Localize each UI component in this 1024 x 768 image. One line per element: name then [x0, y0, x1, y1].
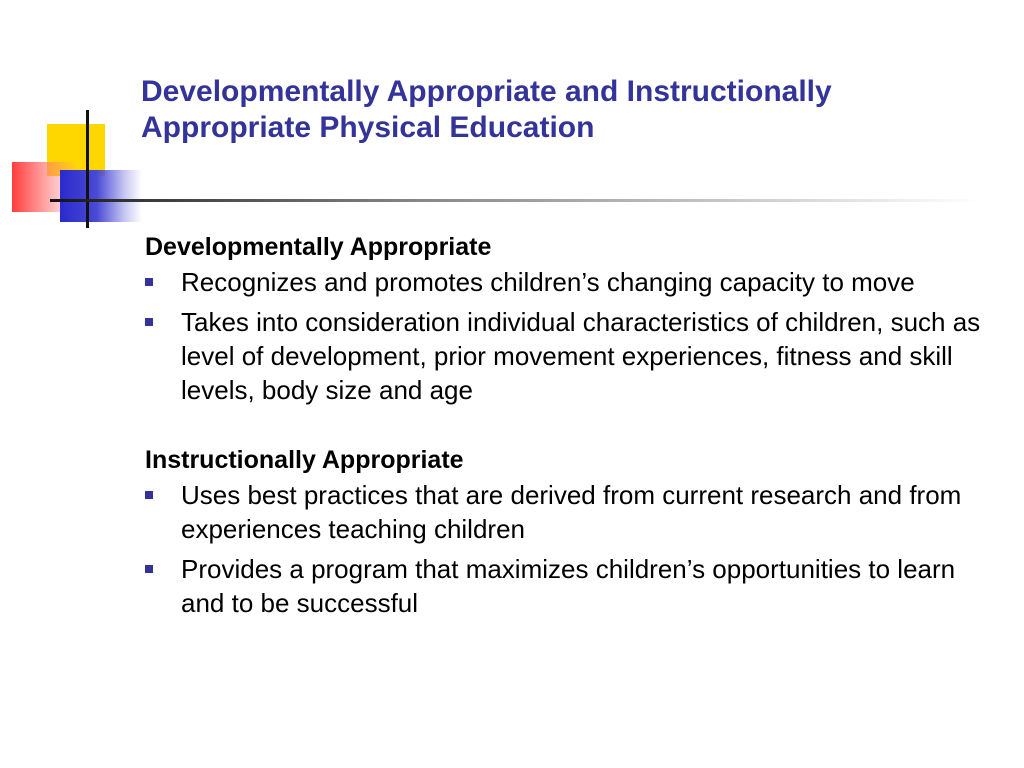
section-instructionally-appropriate	[145, 443, 1005, 620]
bullet-item	[145, 305, 1005, 407]
square-bullet-icon	[145, 565, 153, 573]
section-heading: Instructionally Appropriate	[145, 446, 464, 474]
bullet-text: Recognizes and promotes children’s changing capacity to move	[181, 267, 915, 297]
bullet-list	[145, 265, 1005, 407]
slide-title-line-1: Developmentally Appropriate and Instructionally	[141, 75, 832, 108]
slide-title	[141, 74, 1001, 146]
corner-decoration	[0, 0, 140, 240]
title-divider-line	[50, 199, 980, 202]
bullet-text: Uses best practices that are derived from current research and from experiences teaching children	[181, 480, 962, 544]
square-bullet-icon	[145, 318, 153, 326]
bullet-item	[145, 265, 1005, 299]
bullet-text: Provides a program that maximizes children’s opportunities to learn and to be successful	[181, 554, 956, 618]
bullet-text: Takes into consideration individual characteristics of children, such as level of development, prior movement experiences, fitness and skill levels, body size and age	[181, 307, 981, 405]
bullet-item	[145, 552, 1005, 620]
bullet-list	[145, 478, 1005, 620]
slide-body	[145, 230, 1005, 620]
square-bullet-icon	[145, 278, 153, 286]
blue-square-decoration	[60, 170, 142, 222]
square-bullet-icon	[145, 491, 153, 499]
slide-title-line-2: Appropriate Physical Education	[141, 111, 595, 144]
vertical-rule-decoration	[86, 110, 89, 228]
section-heading: Developmentally Appropriate	[145, 233, 492, 261]
bullet-item	[145, 478, 1005, 546]
section-developmentally-appropriate	[145, 230, 1005, 407]
